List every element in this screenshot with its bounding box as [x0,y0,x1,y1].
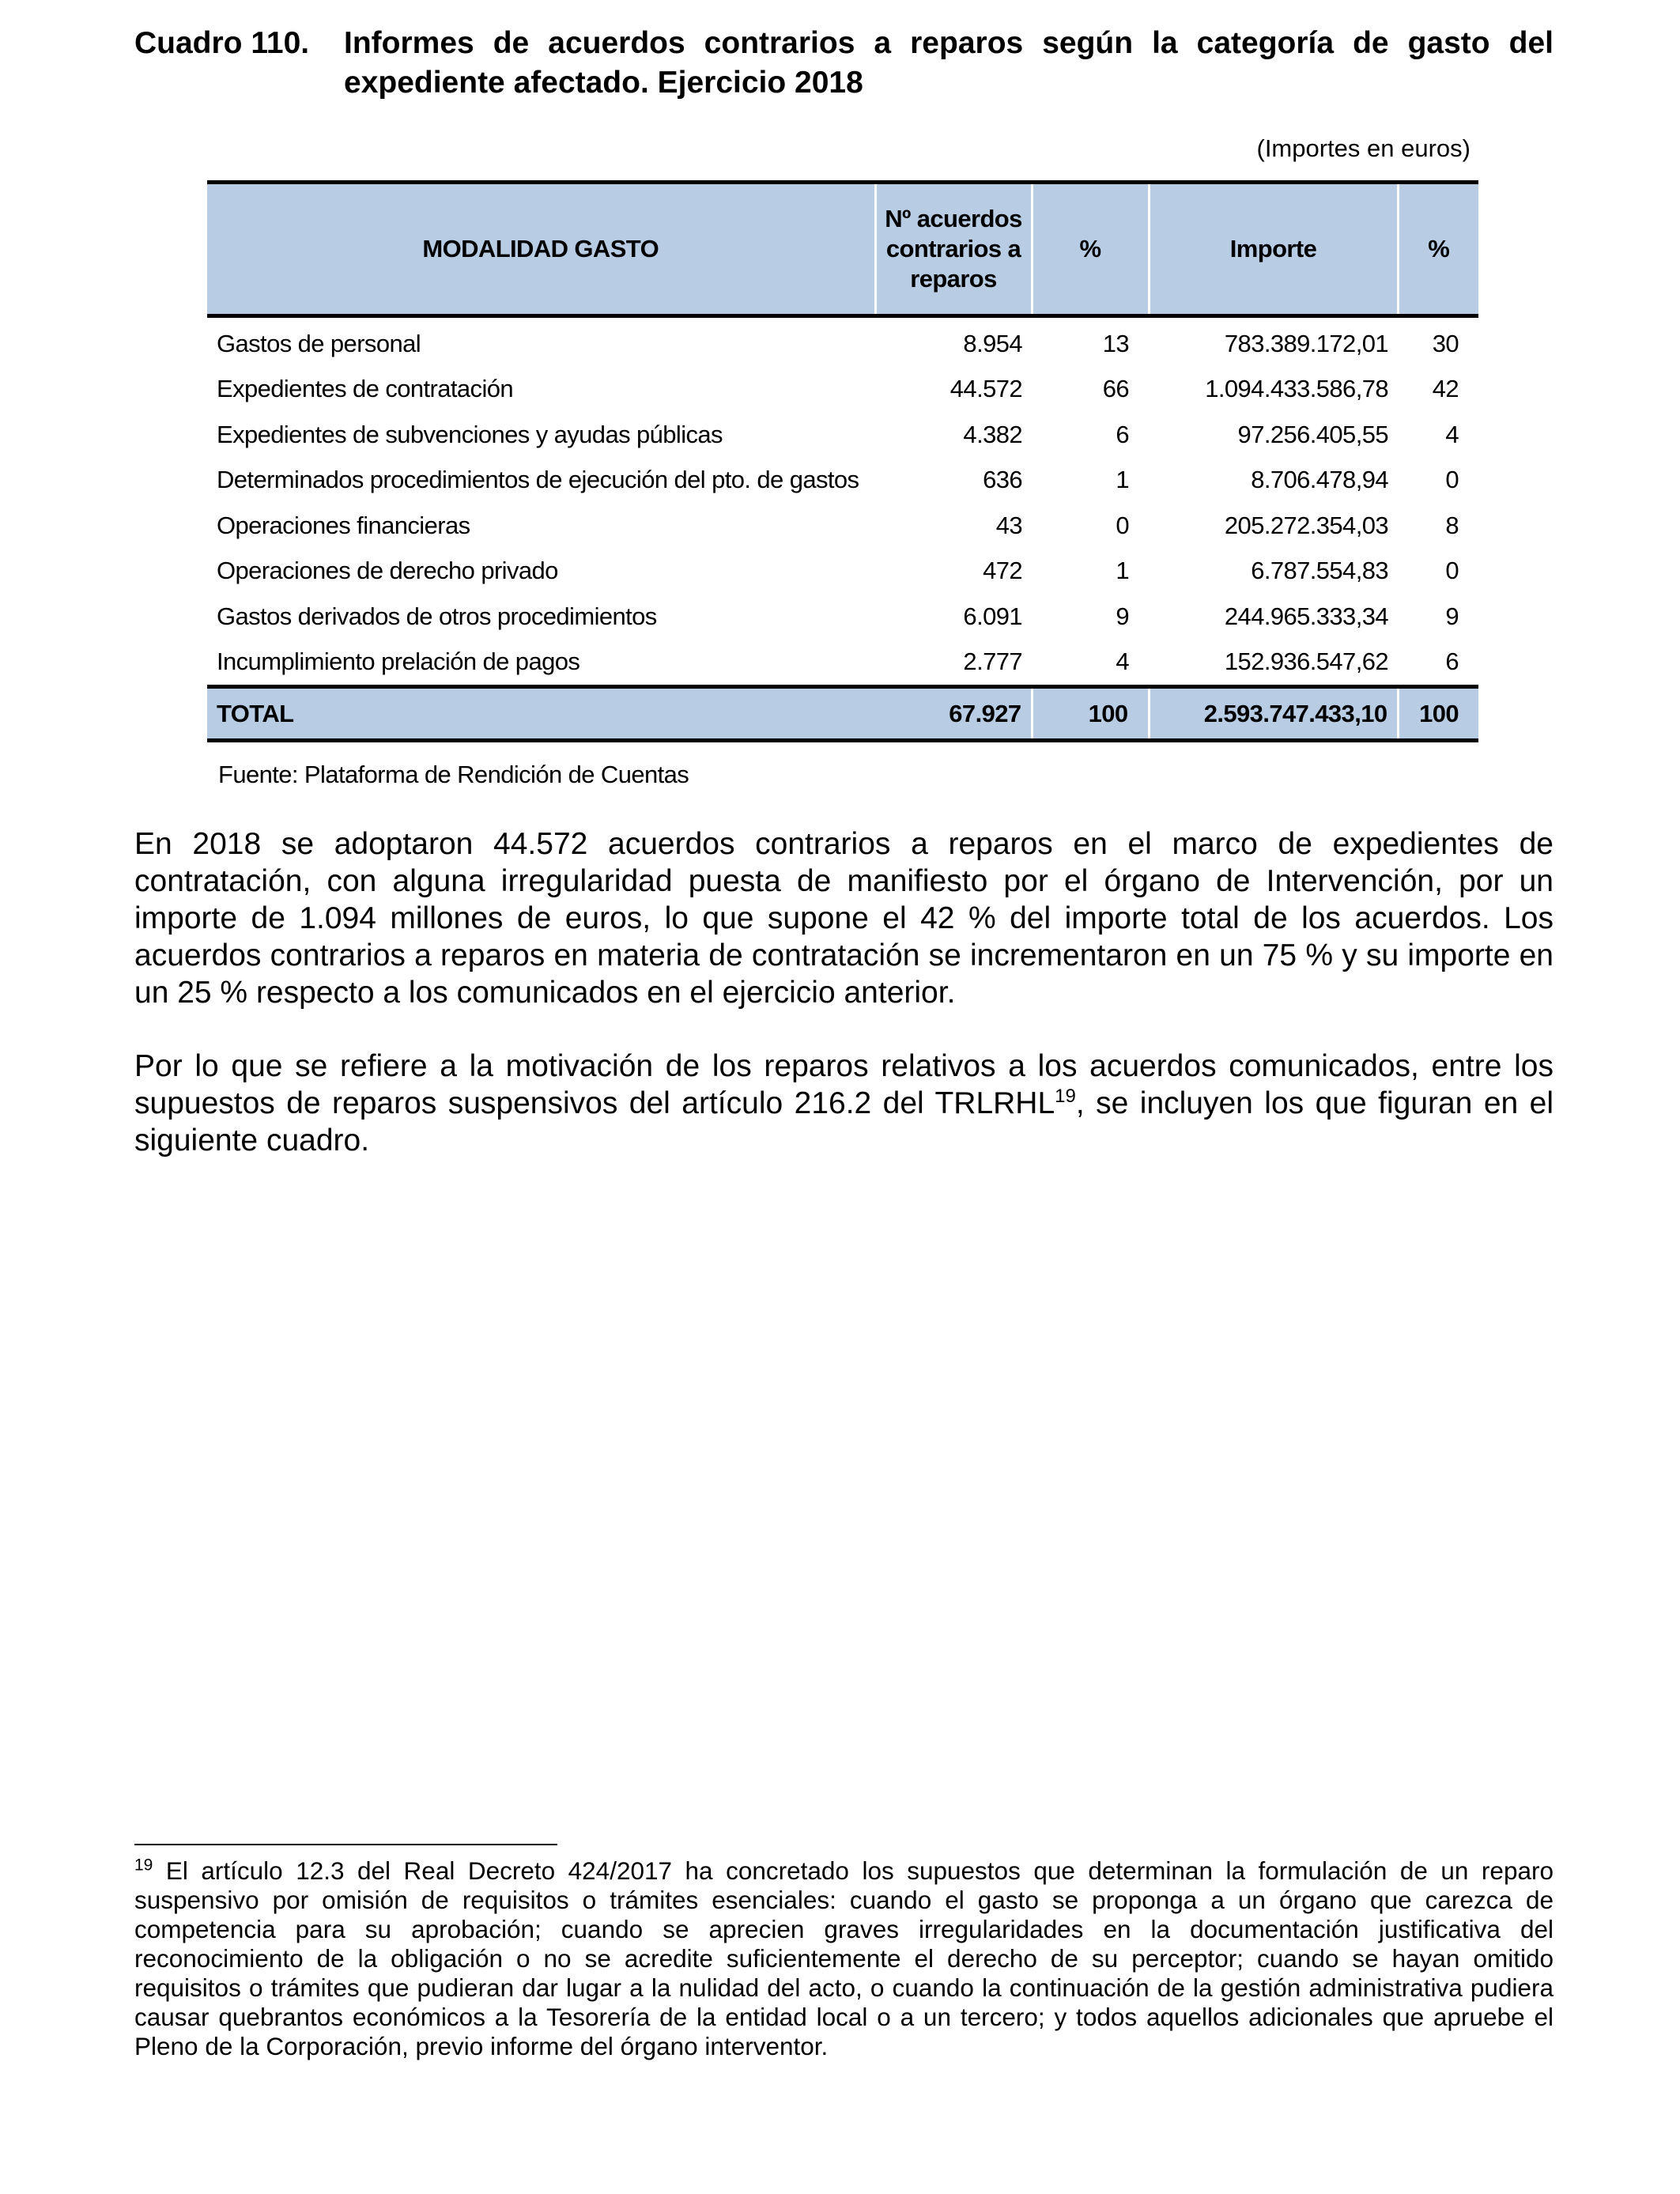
cell-pct1: 4 [1116,648,1129,676]
cell-importe: 1.094.433.586,78 [1205,375,1388,403]
cell-num: 472 [983,557,1022,585]
cell-pct2: 30 [1432,329,1459,357]
table-row [207,594,1478,640]
data-table [207,180,1478,742]
total-num: 67.927 [875,687,1032,741]
table-header-row [207,183,1478,316]
cell-pct2: 4 [1445,420,1459,448]
cell-pct2: 8 [1445,511,1459,539]
total-pct1: 100 [1032,687,1149,741]
cell-importe: 783.389.172,01 [1224,329,1388,357]
paragraph-2-text: Por lo que se refiere a la motivación de los reparos relativos a los acuerdos comunicados, entre los supuestos de reparos suspensivos del artículo 216.2 del TRLRHL [134,1049,1554,1120]
cell-importe: 205.272.354,03 [1224,511,1388,539]
cell-pct2: 6 [1445,648,1459,676]
footnote-text: El artículo 12.3 del Real Decreto 424/2017 ha concretado los supuestos que determinan la formulación de un reparo suspensivo por omisión de requisitos o trámites esenciales: cuando el gasto se proponga a un órgano que carezca de competencia para su aprobación; cuando se aprecien graves irregularidades en la documentación justificativa del reconocimiento de la obligación o no se acredite suficientemente el derecho de su perceptor; cuando se hayan omitido requisitos o trámites que pudieran dar lugar a la nulidad del acto, o cuando la continuación de la gestión administrativa pudiera causar quebrantos económicos a la Tesorería de la entidad local o a un tercero; y todos aquellos adicionales que apruebe el Pleno de la Corporación, previo informe del órgano interventor. [134,1856,1554,2060]
cell-num: 636 [983,466,1022,494]
cell-modalidad: Gastos de personal [217,329,421,357]
footnote-separator [134,1844,557,1845]
table-caption [134,24,1554,103]
cell-pct2: 0 [1445,466,1459,494]
cell-num: 4.382 [963,420,1022,448]
cell-pct1: 1 [1116,557,1129,585]
table-total-row [207,687,1478,741]
cell-modalidad: Expedientes de contratación [217,375,514,403]
cell-num: 44.572 [949,375,1022,403]
header-modalidad: MODALIDAD GASTO [207,183,875,316]
footnote-marker: 19 [134,1856,153,1875]
cell-pct1: 9 [1116,602,1129,630]
header-pct-acuerdos: % [1032,183,1149,316]
cell-pct1: 66 [1102,375,1129,403]
cell-num: 6.091 [963,602,1022,630]
cell-pct2: 0 [1445,557,1459,585]
total-pct2: 100 [1398,687,1478,741]
table-row [207,503,1478,549]
cell-pct1: 13 [1102,329,1129,357]
header-importe: Importe [1149,183,1398,316]
caption-number: Cuadro 110. [134,26,310,60]
header-pct-importe: % [1398,183,1478,316]
cell-pct1: 1 [1116,466,1129,494]
cell-pct1: 6 [1116,420,1129,448]
cell-pct2: 42 [1432,375,1459,403]
cell-importe: 6.787.554,83 [1251,557,1388,585]
footnote [134,1856,1554,2061]
cell-pct2: 9 [1445,602,1459,630]
cell-modalidad: Gastos derivados de otros procedimientos [217,602,657,630]
table-row [207,316,1478,367]
header-num-acuerdos: Nº acuerdos contrarios a reparos [875,183,1032,316]
cell-importe: 244.965.333,34 [1224,602,1388,630]
cell-modalidad: Determinados procedimientos de ejecución del pto. de gastos [217,466,859,494]
caption-title: Informes de acuerdos contrarios a reparos según la categoría de gasto del expediente afectado. Ejercicio 2018 [344,26,1554,100]
cell-num: 2.777 [963,648,1022,676]
table-row [207,367,1478,413]
table-row [207,640,1478,687]
cell-modalidad: Operaciones de derecho privado [217,557,558,585]
table-row [207,412,1478,458]
total-importe: 2.593.747.433,10 [1149,687,1398,741]
cell-modalidad: Expedientes de subvenciones y ayudas públicas [217,420,723,448]
units-note: (Importes en euros) [1256,134,1470,162]
cell-num: 43 [995,511,1022,539]
table-row [207,549,1478,595]
cell-modalidad: Incumplimiento prelación de pagos [217,648,580,676]
footnote-reference[interactable]: 19 [1055,1086,1076,1107]
cell-importe: 97.256.405,55 [1237,420,1388,448]
body-paragraph-1: En 2018 se adoptaron 44.572 acuerdos contrarios a reparos en el marco de expedientes de contratación, con alguna irregularidad puesta de manifiesto por el órgano de Intervención, por un importe de 1.094 millones de euros, lo que supone el 42 % del importe total de los acuerdos. Los acuerdos contrarios a reparos en materia de contratación se incrementaron en un 75 % y su importe en un 25 % respecto a los comunicados en el ejercicio anterior. [134,827,1554,1010]
body-paragraph-2 [134,1048,1554,1159]
cell-modalidad: Operaciones financieras [217,511,470,539]
cell-num: 8.954 [963,329,1022,357]
table-row [207,458,1478,504]
cell-pct1: 0 [1116,511,1129,539]
paragraph-2-text-end: , se incluyen los que figuran en el siguiente cuadro. [134,1086,1554,1157]
cell-importe: 152.936.547,62 [1224,648,1388,676]
total-label: TOTAL [207,687,875,741]
table-source: Fuente: Plataforma de Rendición de Cuentas [218,761,689,788]
cell-importe: 8.706.478,94 [1251,466,1388,494]
